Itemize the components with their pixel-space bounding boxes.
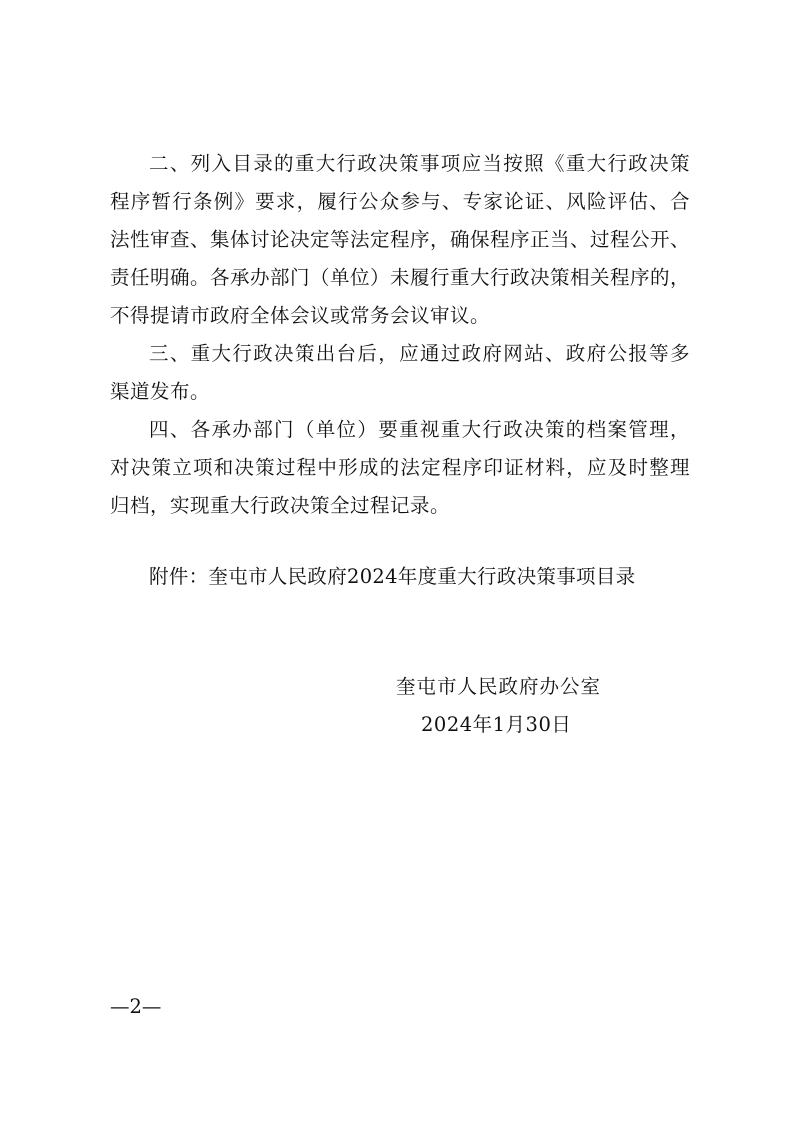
- paragraph-2-line-2: 程序暂行条例》要求，履行公众参与、专家论证、风险评估、合: [110, 190, 690, 213]
- signing-date: 2024年1月30日: [421, 713, 572, 736]
- page-number: —2—: [110, 995, 162, 1018]
- paragraph-2-line-5: 不得提请市政府全体会议或常务会议审议。: [110, 304, 491, 327]
- paragraph-4-line-2: 对决策立项和决策过程中形成的法定程序印证材料，应及时整理: [110, 456, 690, 479]
- paragraph-4-line-1: 四、各承办部门（单位）要重视重大行政决策的档案管理，: [149, 418, 690, 441]
- paragraph-2-line-1: 二、列入目录的重大行政决策事项应当按照《重大行政决策: [149, 152, 690, 175]
- paragraph-3-line-2: 渠道发布。: [110, 380, 211, 403]
- paragraph-3-line-1: 三、重大行政决策出台后，应通过政府网站、政府公报等多: [149, 342, 690, 365]
- attachment-note: 附件：奎屯市人民政府2024年度重大行政决策事项目录: [149, 565, 636, 588]
- paragraph-2-line-4: 责任明确。各承办部门（单位）未履行重大行政决策相关程序的，: [110, 266, 691, 289]
- paragraph-2-line-3: 法性审查、集体讨论决定等法定程序，确保程序正当、过程公开、: [110, 228, 691, 251]
- paragraph-4-line-3: 归档，实现重大行政决策全过程记录。: [110, 494, 451, 517]
- signing-organization: 奎屯市人民政府办公室: [396, 675, 602, 698]
